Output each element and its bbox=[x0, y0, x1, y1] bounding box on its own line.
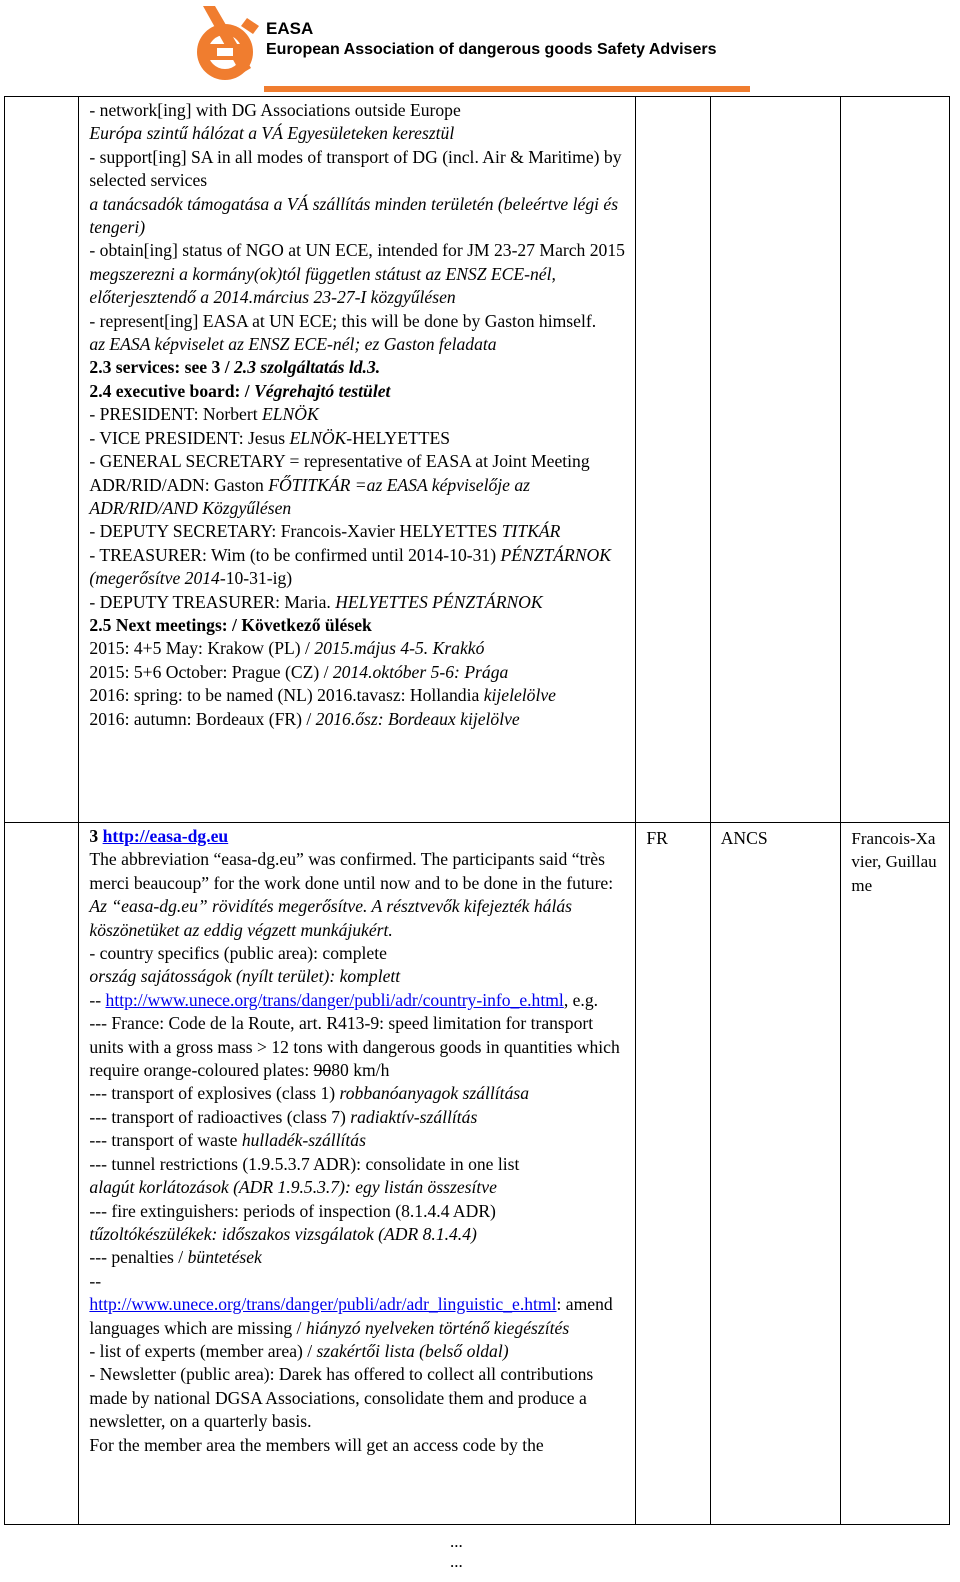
board-role: - DEPUTY TREASURER: Maria. bbox=[89, 591, 336, 612]
meeting-hu: 2015.május 4-5. Krakkó bbox=[314, 638, 485, 659]
heading-en: 2.4 executive board: / bbox=[89, 380, 255, 401]
section-heading bbox=[89, 356, 627, 379]
meeting-en: 2015: 5+6 October: Prague (CZ) / bbox=[89, 661, 333, 682]
organisation-cell bbox=[710, 97, 841, 823]
board-role-hu: HELYETTES PÉNZTÁRNOK bbox=[335, 591, 543, 612]
text-line: - obtain[ing] status of NGO at UN ECE, intended for JM 23-27 March 2015 bbox=[89, 240, 625, 261]
link-suffix: , e.g. bbox=[563, 989, 599, 1010]
meeting-en: 2016: spring: to be named (NL) 2016.tavasz: Hollandia bbox=[89, 685, 484, 706]
board-line bbox=[89, 450, 627, 520]
item-hu: hulladék-szállítás bbox=[241, 1130, 366, 1151]
row-number-cell bbox=[5, 823, 79, 1525]
section-heading bbox=[89, 380, 627, 403]
board-line bbox=[89, 544, 627, 591]
content-cell bbox=[79, 823, 636, 1525]
responsible-cell bbox=[841, 97, 950, 823]
page-header bbox=[0, 0, 960, 96]
heading-en: 2.3 services: see 3 / bbox=[89, 357, 234, 378]
text-line-hu: megszerezni a kormány(ok)tól független státust az ENSZ ECE-nél, előterjesztendő a 2014.március 23-27-I közgyűlésen bbox=[89, 263, 556, 308]
responsible-names: Francois-Xavier, Guillaume bbox=[851, 829, 937, 895]
text-line-hu: az EASA képviselet az ENSZ ECE-nél; ez Gaston feladata bbox=[89, 334, 497, 355]
paragraph-hu: Az “easa-dg.eu” rövidítés megerősítve. A résztvevők kifejezték hálás köszönetüket az eddig végzett munkájukért. bbox=[89, 896, 572, 940]
continuation-marker bbox=[450, 1532, 463, 1572]
list-item bbox=[89, 1246, 627, 1269]
easa-dg-link[interactable]: http://easa-dg.eu bbox=[102, 826, 229, 846]
link-line bbox=[89, 989, 627, 1012]
country-cell bbox=[636, 823, 710, 1525]
text-line: - country specifics (public area): complete bbox=[89, 943, 387, 964]
board-role-hu: PÉNZTÁRNOK (megerősítve 2014 bbox=[89, 544, 611, 589]
list-item bbox=[89, 1106, 627, 1129]
board-line bbox=[89, 403, 627, 426]
section-2-content bbox=[79, 97, 635, 731]
board-role: - PRESIDENT: Norbert bbox=[89, 404, 262, 425]
meeting-en: 2016: autumn: Bordeaux (FR) / bbox=[89, 708, 316, 729]
france-line bbox=[89, 1012, 627, 1082]
item-hu: radiaktív-szállítás bbox=[350, 1106, 478, 1127]
meeting-line bbox=[89, 684, 627, 707]
link-line bbox=[89, 1293, 627, 1340]
responsible-cell bbox=[841, 823, 950, 1525]
list-item-hu: alagút korlátozások (ADR 1.9.5.3.7): egy listán összesítve bbox=[89, 1177, 497, 1198]
meeting-hu: kijelelölve bbox=[483, 685, 556, 706]
board-role-hu: FŐTITKÁR =az EASA képviselője az ADR/RID/AND Közgyűlésen bbox=[89, 474, 530, 518]
speed-value: 80 km/h bbox=[331, 1060, 390, 1081]
content-cell bbox=[79, 97, 636, 823]
board-line bbox=[89, 520, 627, 543]
link-suffix: : amend languages which are missing / bbox=[89, 1294, 613, 1338]
meeting-hu: 2016.ősz: Bordeaux kijelölve bbox=[315, 708, 520, 729]
text-line: - support[ing] SA in all modes of transport of DG (incl. Air & Maritime) by selected services bbox=[89, 146, 622, 191]
text-line: - represent[ing] EASA at UN ECE; this will be done by Gaston himself. bbox=[89, 310, 597, 331]
board-role: - DEPUTY SECRETARY: Francois-Xavier HELYETTES bbox=[89, 521, 502, 542]
list-item: --- tunnel restrictions (1.9.5.3.7 ADR): consolidate in one list bbox=[89, 1153, 520, 1174]
board-role: - GENERAL SECRETARY = representative of EASA at Joint Meeting ADR/RID/ADN: Gaston bbox=[89, 451, 590, 495]
item-hu: szakértői lista (belső oldal) bbox=[316, 1340, 509, 1361]
meeting-line bbox=[89, 708, 627, 731]
organisation-name: ANCS bbox=[720, 828, 768, 848]
list-item bbox=[89, 1129, 627, 1152]
board-role-hu: ELNÖK bbox=[262, 404, 319, 425]
text-line-hu: Európa szintű hálózat a VÁ Egyesületeken keresztül bbox=[89, 123, 455, 144]
struck-value: 90 bbox=[313, 1060, 332, 1081]
board-role-date: -10-31-ig) bbox=[219, 568, 293, 589]
board-role: - TREASURER: Wim (to be confirmed until 2014-10-31) bbox=[89, 544, 501, 565]
board-line bbox=[89, 427, 627, 450]
board-role-hu-suffix: -HELYETTES bbox=[346, 427, 451, 448]
text-line: - network[ing] with DG Associations outside Europe bbox=[89, 100, 461, 120]
item-en: - list of experts (member area) / bbox=[89, 1340, 317, 1361]
linguistic-link[interactable]: http://www.unece.org/trans/danger/publi/adr/adr_linguistic_e.html bbox=[89, 1294, 557, 1315]
item-hu: robbanóanyagok szállítása bbox=[339, 1083, 530, 1104]
item-en: --- transport of explosives (class 1) bbox=[89, 1083, 340, 1104]
board-role-hu: TITKÁR bbox=[501, 521, 561, 542]
list-item: --- fire extinguishers: periods of inspection (8.1.4.4 ADR) bbox=[89, 1200, 496, 1221]
link-suffix-hu: hiányzó nyelveken történő kiegészítés bbox=[305, 1317, 570, 1338]
country-cell bbox=[636, 97, 710, 823]
table-row bbox=[5, 823, 950, 1525]
minutes-table bbox=[4, 96, 950, 1525]
organisation-cell bbox=[710, 823, 841, 1525]
heading-hu: 2.3 szolgáltatás ld.3. bbox=[234, 357, 381, 378]
list-item bbox=[89, 1340, 627, 1363]
ellipsis: ... bbox=[450, 1552, 463, 1571]
meeting-en: 2015: 4+5 May: Krakow (PL) / bbox=[89, 638, 315, 659]
board-role-hu: ELNÖK bbox=[289, 427, 347, 448]
item-en: --- penalties / bbox=[89, 1247, 188, 1268]
link-prefix: -- bbox=[89, 989, 106, 1010]
list-item bbox=[89, 1082, 627, 1105]
country-info-link[interactable]: http://www.unece.org/trans/danger/publi/adr/country-info_e.html bbox=[105, 989, 564, 1010]
item-hu: büntetések bbox=[187, 1247, 262, 1268]
heading-hu: Végrehajtó testület bbox=[254, 380, 391, 401]
board-line bbox=[89, 591, 627, 614]
section-heading bbox=[89, 825, 627, 848]
ellipsis: ... bbox=[450, 1532, 463, 1551]
paragraph: The abbreviation “easa-dg.eu” was confirmed. The participants said “très merci beaucoup” for the work done until now and to be done in the future: bbox=[89, 849, 614, 893]
org-abbr: EASA bbox=[266, 19, 314, 38]
heading-number: 3 bbox=[89, 826, 103, 846]
table-row bbox=[5, 97, 950, 823]
item-en: --- transport of radioactives (class 7) bbox=[89, 1106, 351, 1127]
section-3-content bbox=[79, 823, 635, 1457]
list-item-hu: tűzoltókészülékek: időszakos vizsgálatok (ADR 8.1.4.4) bbox=[89, 1223, 477, 1244]
board-role: - VICE PRESIDENT: Jesus bbox=[89, 427, 290, 448]
france-text: --- France: Code de la Route, art. R413-9: speed limitation for transport units with a gross mass > 12 tons with dangerous goods in quantities which require orange-coloured plates: bbox=[89, 1013, 620, 1081]
section-heading: 2.5 Next meetings: / Következő ülések bbox=[89, 614, 372, 635]
country-code: FR bbox=[646, 828, 668, 848]
meeting-line bbox=[89, 661, 627, 684]
meeting-hu: 2014.október 5-6: Prága bbox=[332, 661, 509, 682]
meeting-line bbox=[89, 637, 627, 660]
paragraph: For the member area the members will get an access code by the bbox=[89, 1434, 544, 1455]
text-line-hu: a tanácsadók támogatása a VÁ szállítás minden területén (beleértve légi és tengeri) bbox=[89, 193, 619, 238]
item-en: --- transport of waste bbox=[89, 1130, 242, 1151]
row-number-cell bbox=[5, 97, 79, 823]
org-name bbox=[266, 18, 716, 60]
easa-logo-icon bbox=[195, 4, 263, 84]
header-divider bbox=[264, 86, 750, 92]
paragraph: - Newsletter (public area): Darek has offered to collect all contributions made by national DGSA Associations, consolidate them and produce a newsletter, on a quarterly basis. bbox=[89, 1364, 594, 1432]
org-full-name: European Association of dangerous goods Safety Advisers bbox=[266, 41, 717, 58]
text-line-hu: ország sajátosságok (nyílt terület): komplett bbox=[89, 966, 401, 987]
dash-line: -- bbox=[89, 1270, 102, 1291]
